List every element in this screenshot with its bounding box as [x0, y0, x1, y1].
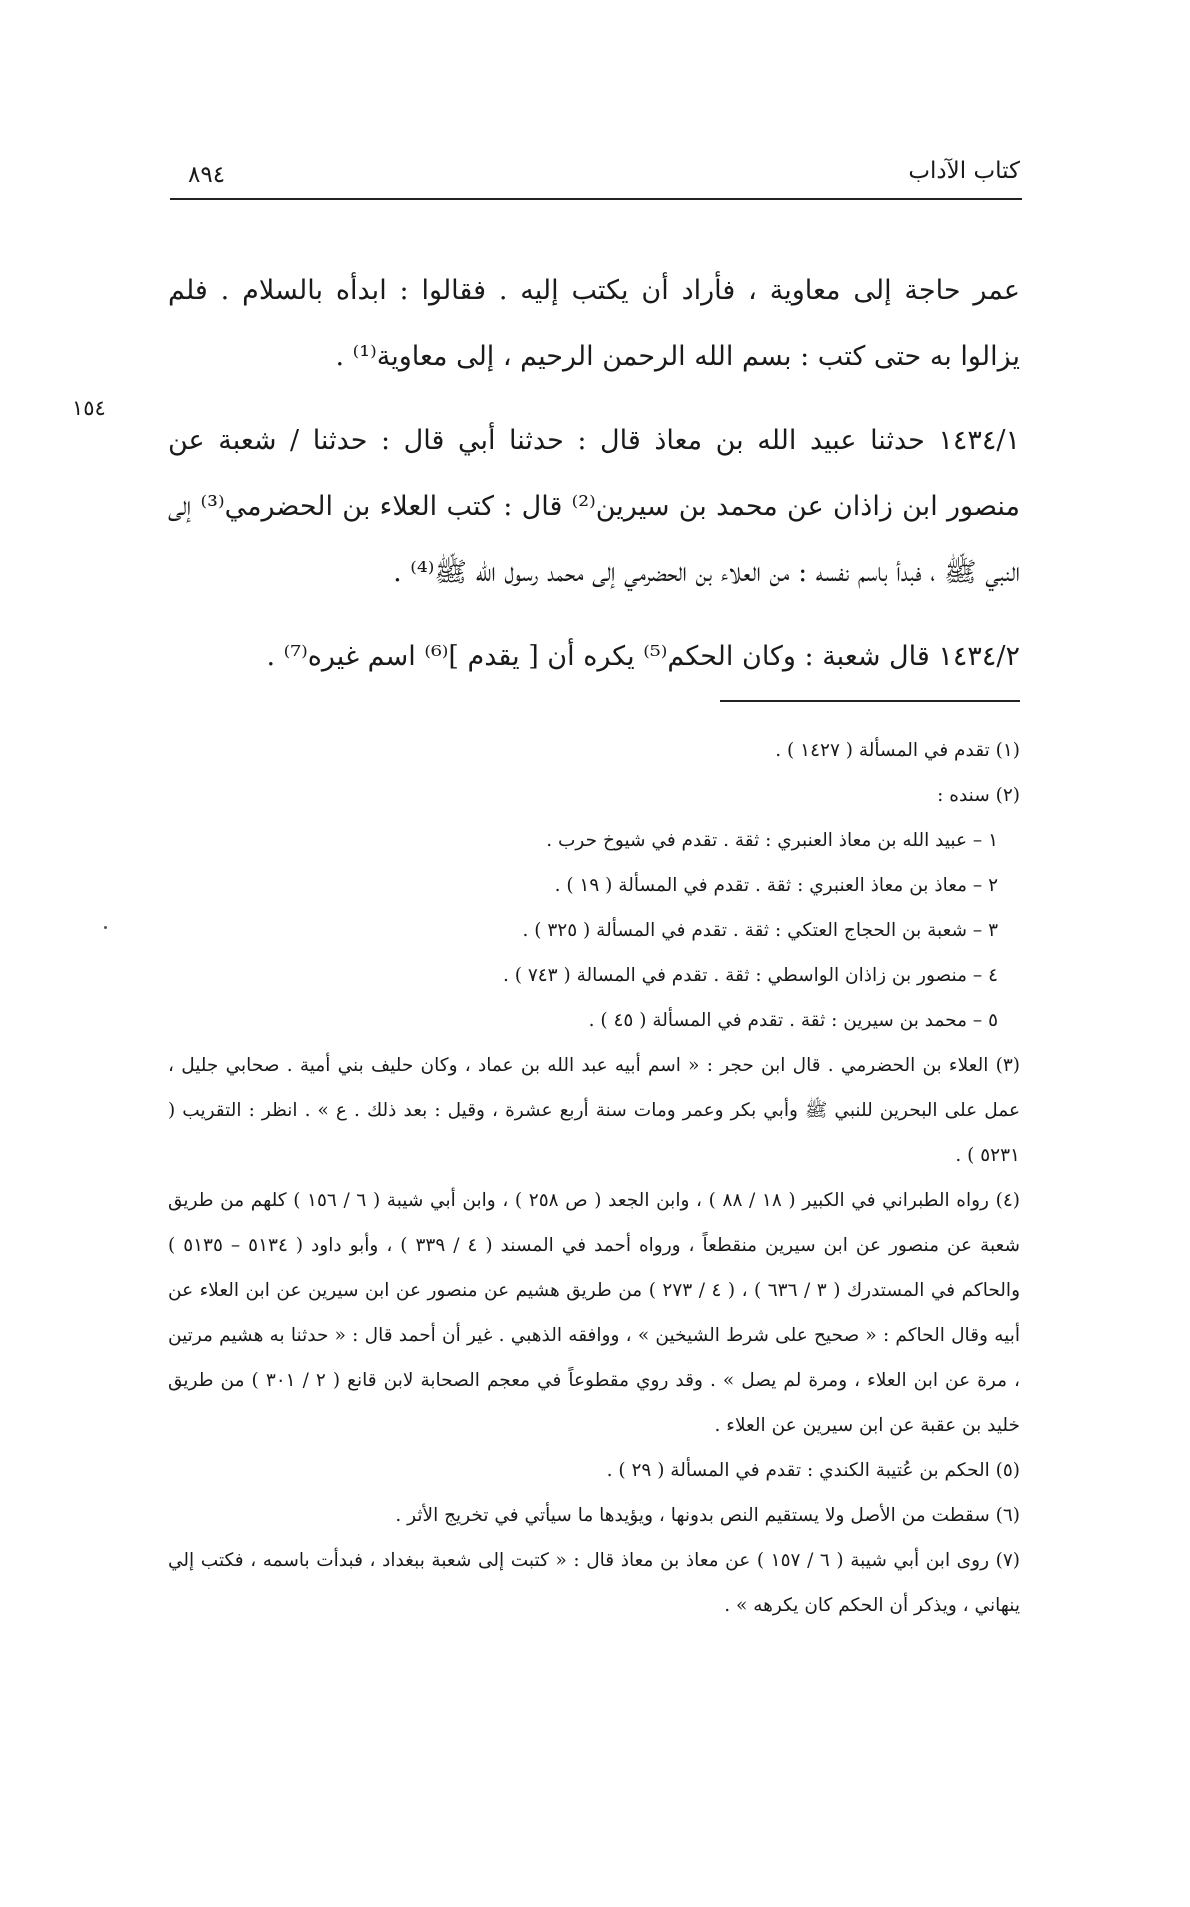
main-paragraph: ١٤٣٤/٢ قال شعبة : وكان الحكم⁽⁵⁾ يكره أن [ يقدم ]⁽⁶⁾ اسم غيره⁽⁷⁾ . [266, 641, 1020, 672]
footnote: (٣) العلاء بن الحضرمي . قال ابن حجر : « اسم أبيه عبد الله بن عماد ، وكان حليف بني أمية . صحابي جليل ، عمل على البحرين للنبي ﷺ وأبي بكر وعمر ومات سنة أربع عشرة ، وقيل : بعد ذلك . ع » . انظر : التقريب ( ٥٢٣١ ) . [168, 1055, 1020, 1166]
margin-page-reference: ١٥٤ [72, 396, 106, 420]
footnote-sub-item: ١ – عبيد الله بن معاذ العنبري : ثقة . تقدم في شيوخ حرب . [546, 830, 998, 851]
main-text [168, 258, 1020, 690]
footnote: (٥) الحكم بن عُتيبة الكندي : تقدم في المسألة ( ٢٩ ) . [606, 1460, 1020, 1481]
footnotes [168, 728, 1020, 1628]
footnote-sub-item: ٣ – شعبة بن الحجاج العتكي : ثقة . تقدم في المسألة ( ٣٢٥ ) . [522, 920, 998, 941]
footnote-sub-item: ٤ – منصور بن زاذان الواسطي : ثقة . تقدم في المسالة ( ٧٤٣ ) . [502, 965, 998, 986]
margin-dot [104, 926, 107, 929]
page-number: ٨٩٤ [188, 162, 226, 188]
footnote: (٧) روى ابن أبي شيبة ( ٦ / ١٥٧ ) عن معاذ بن معاذ قال : « كتبت إلى شعبة ببغداد ، فبدأت باسمه ، فكتب إلي ينهاني ، ويذكر أن الحكم كان يكرهه » . [168, 1550, 1021, 1616]
main-paragraph: ١٤٣٤/١ حدثنا عبيد الله بن معاذ قال : حدثنا أبي قال : حدثنا / شعبة عن منصور ابن زاذان عن محمد بن سيرين⁽²⁾ قال : كتب العلاء بن الحضرمي⁽³⁾ إلى النبي ﷺ ، فبدأ باسم نفسه : من العلاء بن الحضرمي إلى محمد رسول الله ﷺ⁽⁴⁾ . [168, 425, 1020, 588]
footnote-rule [720, 700, 1020, 702]
running-title: كتاب الآداب [908, 158, 1020, 184]
footnote: (٤) رواه الطبراني في الكبير ( ١٨ / ٨٨ ) ، وابن الجعد ( ص ٢٥٨ ) ، وابن أبي شيبة ( ٦ / ١٥٦ ) كلهم من طريق شعبة عن منصور عن ابن سيرين منقطعاً ، ورواه أحمد في المسند ( ٤ / ٣٣٩ ) ، وأبو داود ( ٥١٣٤ – ٥١٣٥ ) والحاكم في المستدرك ( ٣ / ٦٣٦ ) ، ( ٤ / ٢٧٣ ) من طريق هشيم عن منصور عن ابن سيرين عن ابن العلاء عن أبيه وقال الحاكم : « صحيح على شرط الشيخين » ، ووافقه الذهبي . غير أن أحمد قال : « حدثنا به هشيم مرتين ، مرة عن ابن العلاء ، ومرة لم يصل » . وقد روي مقطوعاً في معجم الصحابة لابن قانع ( ٢ / ٣٠١ ) من طريق خليد بن عقبة عن ابن سيرين عن العلاء . [168, 1190, 1021, 1436]
footnote: (١) تقدم في المسألة ( ١٤٢٧ ) . [775, 740, 1020, 761]
footnote: (٦) سقطت من الأصل ولا يستقيم النص بدونها ، ويؤيدها ما سيأتي في تخريج الأثر . [395, 1505, 1020, 1526]
header-rule [170, 198, 1022, 200]
footnote-sub-item: ٥ – محمد بن سيرين : ثقة . تقدم في المسألة ( ٤٥ ) . [588, 1010, 998, 1031]
footnote-sub-item: ٢ – معاذ بن معاذ العنبري : ثقة . تقدم في المسألة ( ١٩ ) . [554, 875, 998, 896]
main-paragraph: عمر حاجة إلى معاوية ، فأراد أن يكتب إليه . فقالوا : ابدأه بالسلام . فلم يزالوا به حتى كتب : بسم الله الرحمن الرحيم ، إلى معاوية⁽¹⁾ . [168, 275, 1020, 372]
footnote: (٢) سنده : [937, 785, 1020, 806]
